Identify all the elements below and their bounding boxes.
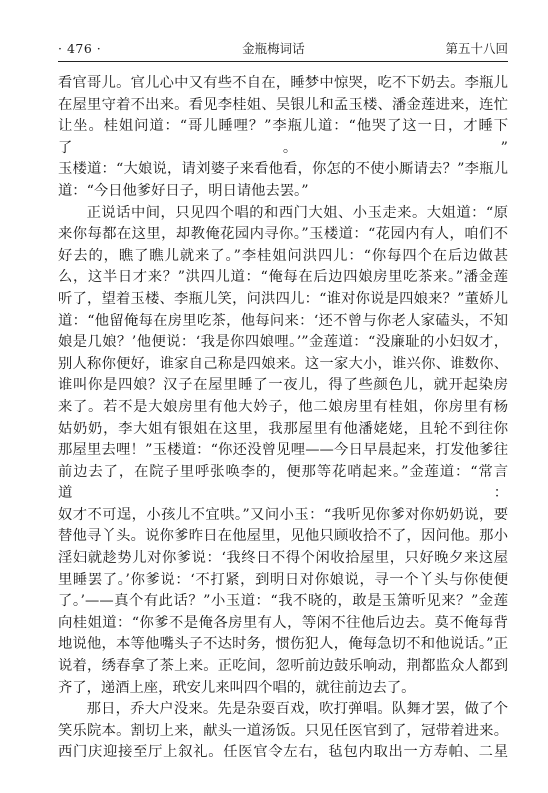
text-line: 齐了，递酒上座，玳安儿来叫四个唱的，就往前边去了。 — [58, 679, 416, 696]
text-line: 地说他，本等他嘴头子不达时务，惯伤犯人，俺每急切不和他说话。”正 — [58, 636, 508, 653]
text-line: 说着，绣春拿了茶上来。正吃间，忽听前边鼓乐响动，荆都监众人都到 — [58, 658, 508, 675]
text-line: 听了，望着玉楼、李瓶儿笑，问洪四儿：“谁对你说是四娘来？”董娇儿 — [58, 290, 508, 307]
body-text — [58, 73, 508, 764]
text-line: 姑奶奶，李大姐有银姐在这里，我那屋里有他潘姥姥，且轮不到往你 — [58, 420, 508, 437]
text-line: 奴才不可逞，小孩儿不宜哄。”又问小玉：“我听见你爹对你奶奶说，要 — [58, 506, 508, 523]
text-line: 别人称你便好，谁家自己称是四娘来。这一家大小，谁兴你、谁数你、 — [58, 355, 508, 372]
text-line: 西门庆迎接至厅上叙礼。任医官令左右，毡包内取出一方寿帕、二星 — [58, 744, 508, 761]
page-number: · 476 · — [58, 40, 102, 56]
text-line: 淫妇就趁势儿对你爹说：‘我终日不得个闲收拾屋里，只好晚夕来这屋 — [58, 550, 508, 567]
text-line: 了。’——真个有此话？”小玉道：“我不晓的，敢是玉箫听见来？”金莲 — [58, 593, 508, 610]
text-line: 看官哥儿。官儿心中又有些不自在，睡梦中惊哭，吃不下奶去。李瓶儿 — [58, 75, 508, 91]
text-line: 谁叫你是四娘？汉子在屋里睡了一夜儿，得了些颜色儿，就开起染房 — [58, 377, 508, 394]
text-line: 好去的，瞧了瞧儿就来了。”李桂姐问洪四儿：“你每四个在后边做甚 — [58, 247, 508, 264]
chapter-title: 第五十八回 — [445, 41, 508, 56]
text-line: 那日，乔大户没来。先是杂耍百戏，吹打弹唱。队舞才罢，做了个 — [86, 701, 508, 718]
text-line: 替他寻丫头。说你爹昨日在他屋里，见他只顾收拾不了，因问他。那小 — [58, 528, 508, 545]
text-line: 道：“今日他爹好日子，明日请他去罢。” — [58, 182, 309, 199]
header-rule — [58, 61, 508, 62]
text-line: 前边去了，在院子里呼张唤李的，便那等花哨起来。”金莲道：“常言道： — [58, 463, 508, 502]
text-line: 么，这半日才来？”洪四儿道：“俺每在后边四娘房里吃茶来。”潘金莲 — [58, 269, 508, 286]
book-title: 金瓶梅词话 — [242, 41, 305, 56]
text-line: 笑乐院本。割切上来，献头一道汤饭。只见任医官到了，冠带着进来。 — [58, 722, 508, 739]
text-line: 来了。若不是大娘房里有他大妗子，他二娘房里有桂姐，你房里有杨 — [58, 398, 508, 415]
text-line: 向桂姐道：“你爹不是俺各房里有人，等闲不往他后边去。莫不俺每背 — [58, 614, 508, 631]
text-line: 那屋里去哩！”玉楼道：“你还没曾见哩——今日早晨起来，打发他爹往 — [58, 442, 508, 459]
running-header — [58, 38, 508, 58]
text-line: 道：“他留俺每在房里吃茶，他每问来：‘还不曾与你老人家磕头，不知 — [58, 312, 508, 329]
text-line: 正说话中间，只见四个唱的和西门大姐、小玉走来。大姐道：“原 — [86, 204, 508, 221]
text-line: 让坐。桂姐问道：“哥儿睡哩？”李瓶儿道：“他哭了这一日，才睡下了。” — [58, 118, 508, 156]
text-line: 玉楼道：“大娘说，请刘婆子来看他看，你怎的不使小厮请去？”李瓶儿 — [58, 161, 508, 178]
text-line: 娘是几娘？’他便说：‘我是你四娘哩。’”金莲道：“没廉耻的小妇奴才， — [58, 334, 508, 351]
text-line: 里睡罢了。’你爹说：‘不打紧，到明日对你娘说，寻一个丫头与你使便 — [58, 571, 508, 588]
text-line: 在屋里守着不出来。看见李桂姐、吴银儿和孟玉楼、潘金莲进来，连忙 — [58, 96, 508, 113]
text-line: 来你每都在这里，却教俺花园内寻你。”玉楼道：“花园内有人，咱们不 — [58, 226, 508, 243]
